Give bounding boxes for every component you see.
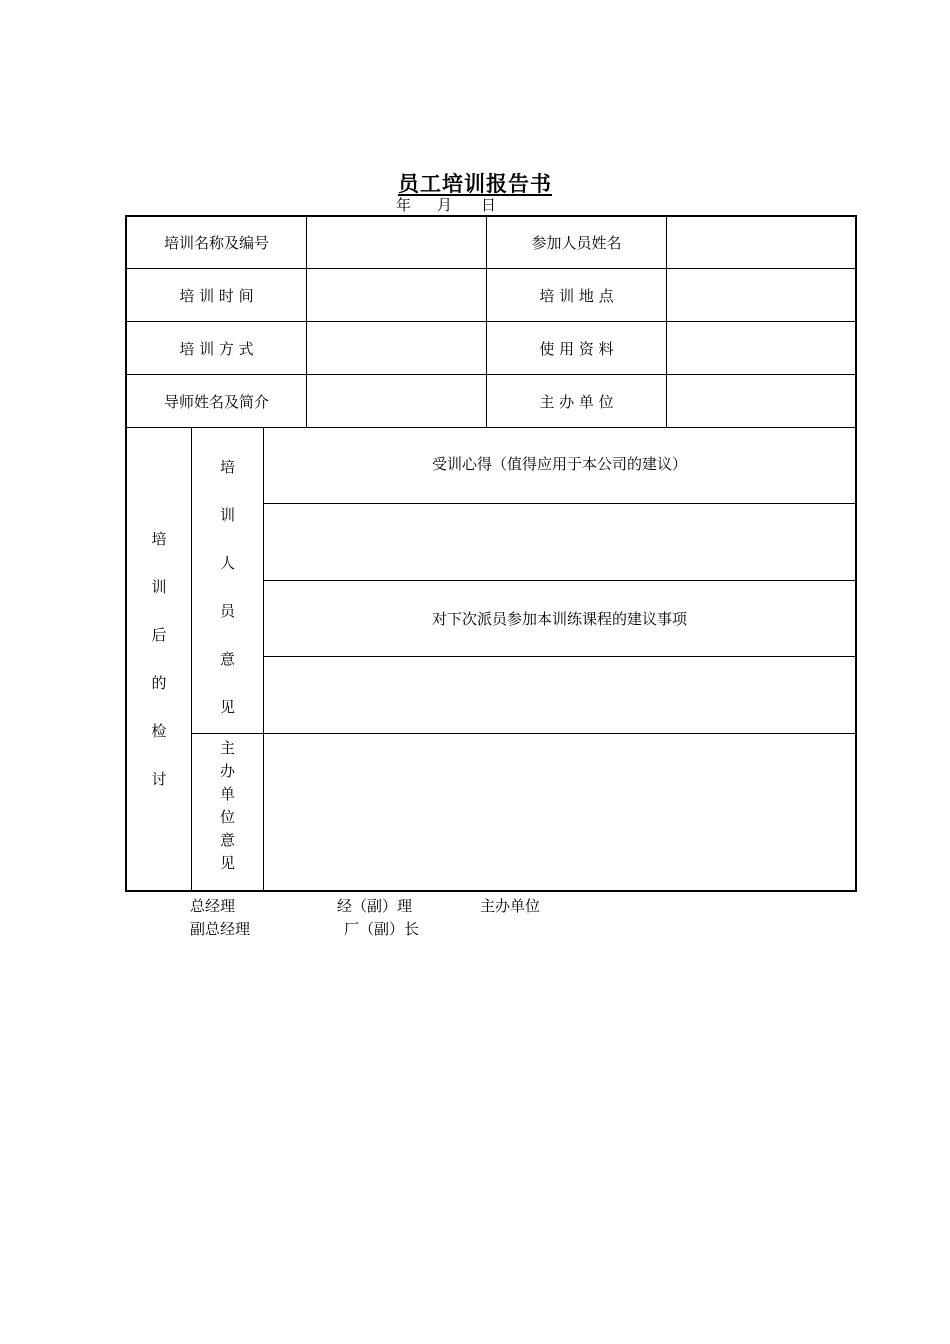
materials-used-label: 使 用 资 料 xyxy=(539,339,614,358)
training-feedback-heading: 受训心得（值得应用于本公司的建议） xyxy=(431,455,687,473)
organizer-field[interactable] xyxy=(667,375,855,427)
post-training-review-label: 培 训 后 的 检 讨 xyxy=(151,530,167,788)
date-year-label: 年 xyxy=(396,196,412,214)
organizer-signature-label: 主办单位 xyxy=(480,897,541,915)
training-method-field[interactable] xyxy=(307,322,486,374)
training-feedback-field[interactable] xyxy=(264,504,855,580)
next-session-suggestion-field[interactable] xyxy=(264,657,855,733)
trainee-opinion-label: 培 训 人 员 意 见 xyxy=(219,458,235,716)
training-report-form xyxy=(125,215,857,892)
general-manager-signature-label: 总经理 xyxy=(190,897,236,915)
instructor-field[interactable] xyxy=(307,375,486,427)
factory-director-signature-label: 厂（副）长 xyxy=(344,920,420,938)
training-location-field[interactable] xyxy=(667,269,855,321)
date-month-label: 月 xyxy=(437,196,453,214)
participant-name-field[interactable] xyxy=(667,217,855,268)
organizer-opinion-label: 主 办 单 位 意 见 xyxy=(219,739,235,872)
training-method-label: 培 训 方 式 xyxy=(179,339,254,358)
deputy-general-manager-signature-label: 副总经理 xyxy=(190,920,251,938)
materials-used-field[interactable] xyxy=(667,322,855,374)
training-name-label: 培训名称及编号 xyxy=(163,234,269,252)
organizer-label: 主 办 单 位 xyxy=(539,392,614,411)
training-time-field[interactable] xyxy=(307,269,486,321)
date-day-label: 日 xyxy=(481,196,497,214)
document-title: 员工培训报告书 xyxy=(398,172,552,196)
instructor-label: 导师姓名及简介 xyxy=(163,392,269,411)
participant-name-label: 参加人员姓名 xyxy=(531,234,622,252)
training-location-label: 培 训 地 点 xyxy=(539,286,614,305)
organizer-opinion-field[interactable] xyxy=(264,734,855,890)
training-name-field[interactable] xyxy=(307,217,486,268)
manager-signature-label: 经（副）理 xyxy=(337,897,413,915)
next-session-suggestion-heading: 对下次派员参加本训练课程的建议事项 xyxy=(431,610,687,628)
training-time-label: 培 训 时 间 xyxy=(179,286,254,305)
